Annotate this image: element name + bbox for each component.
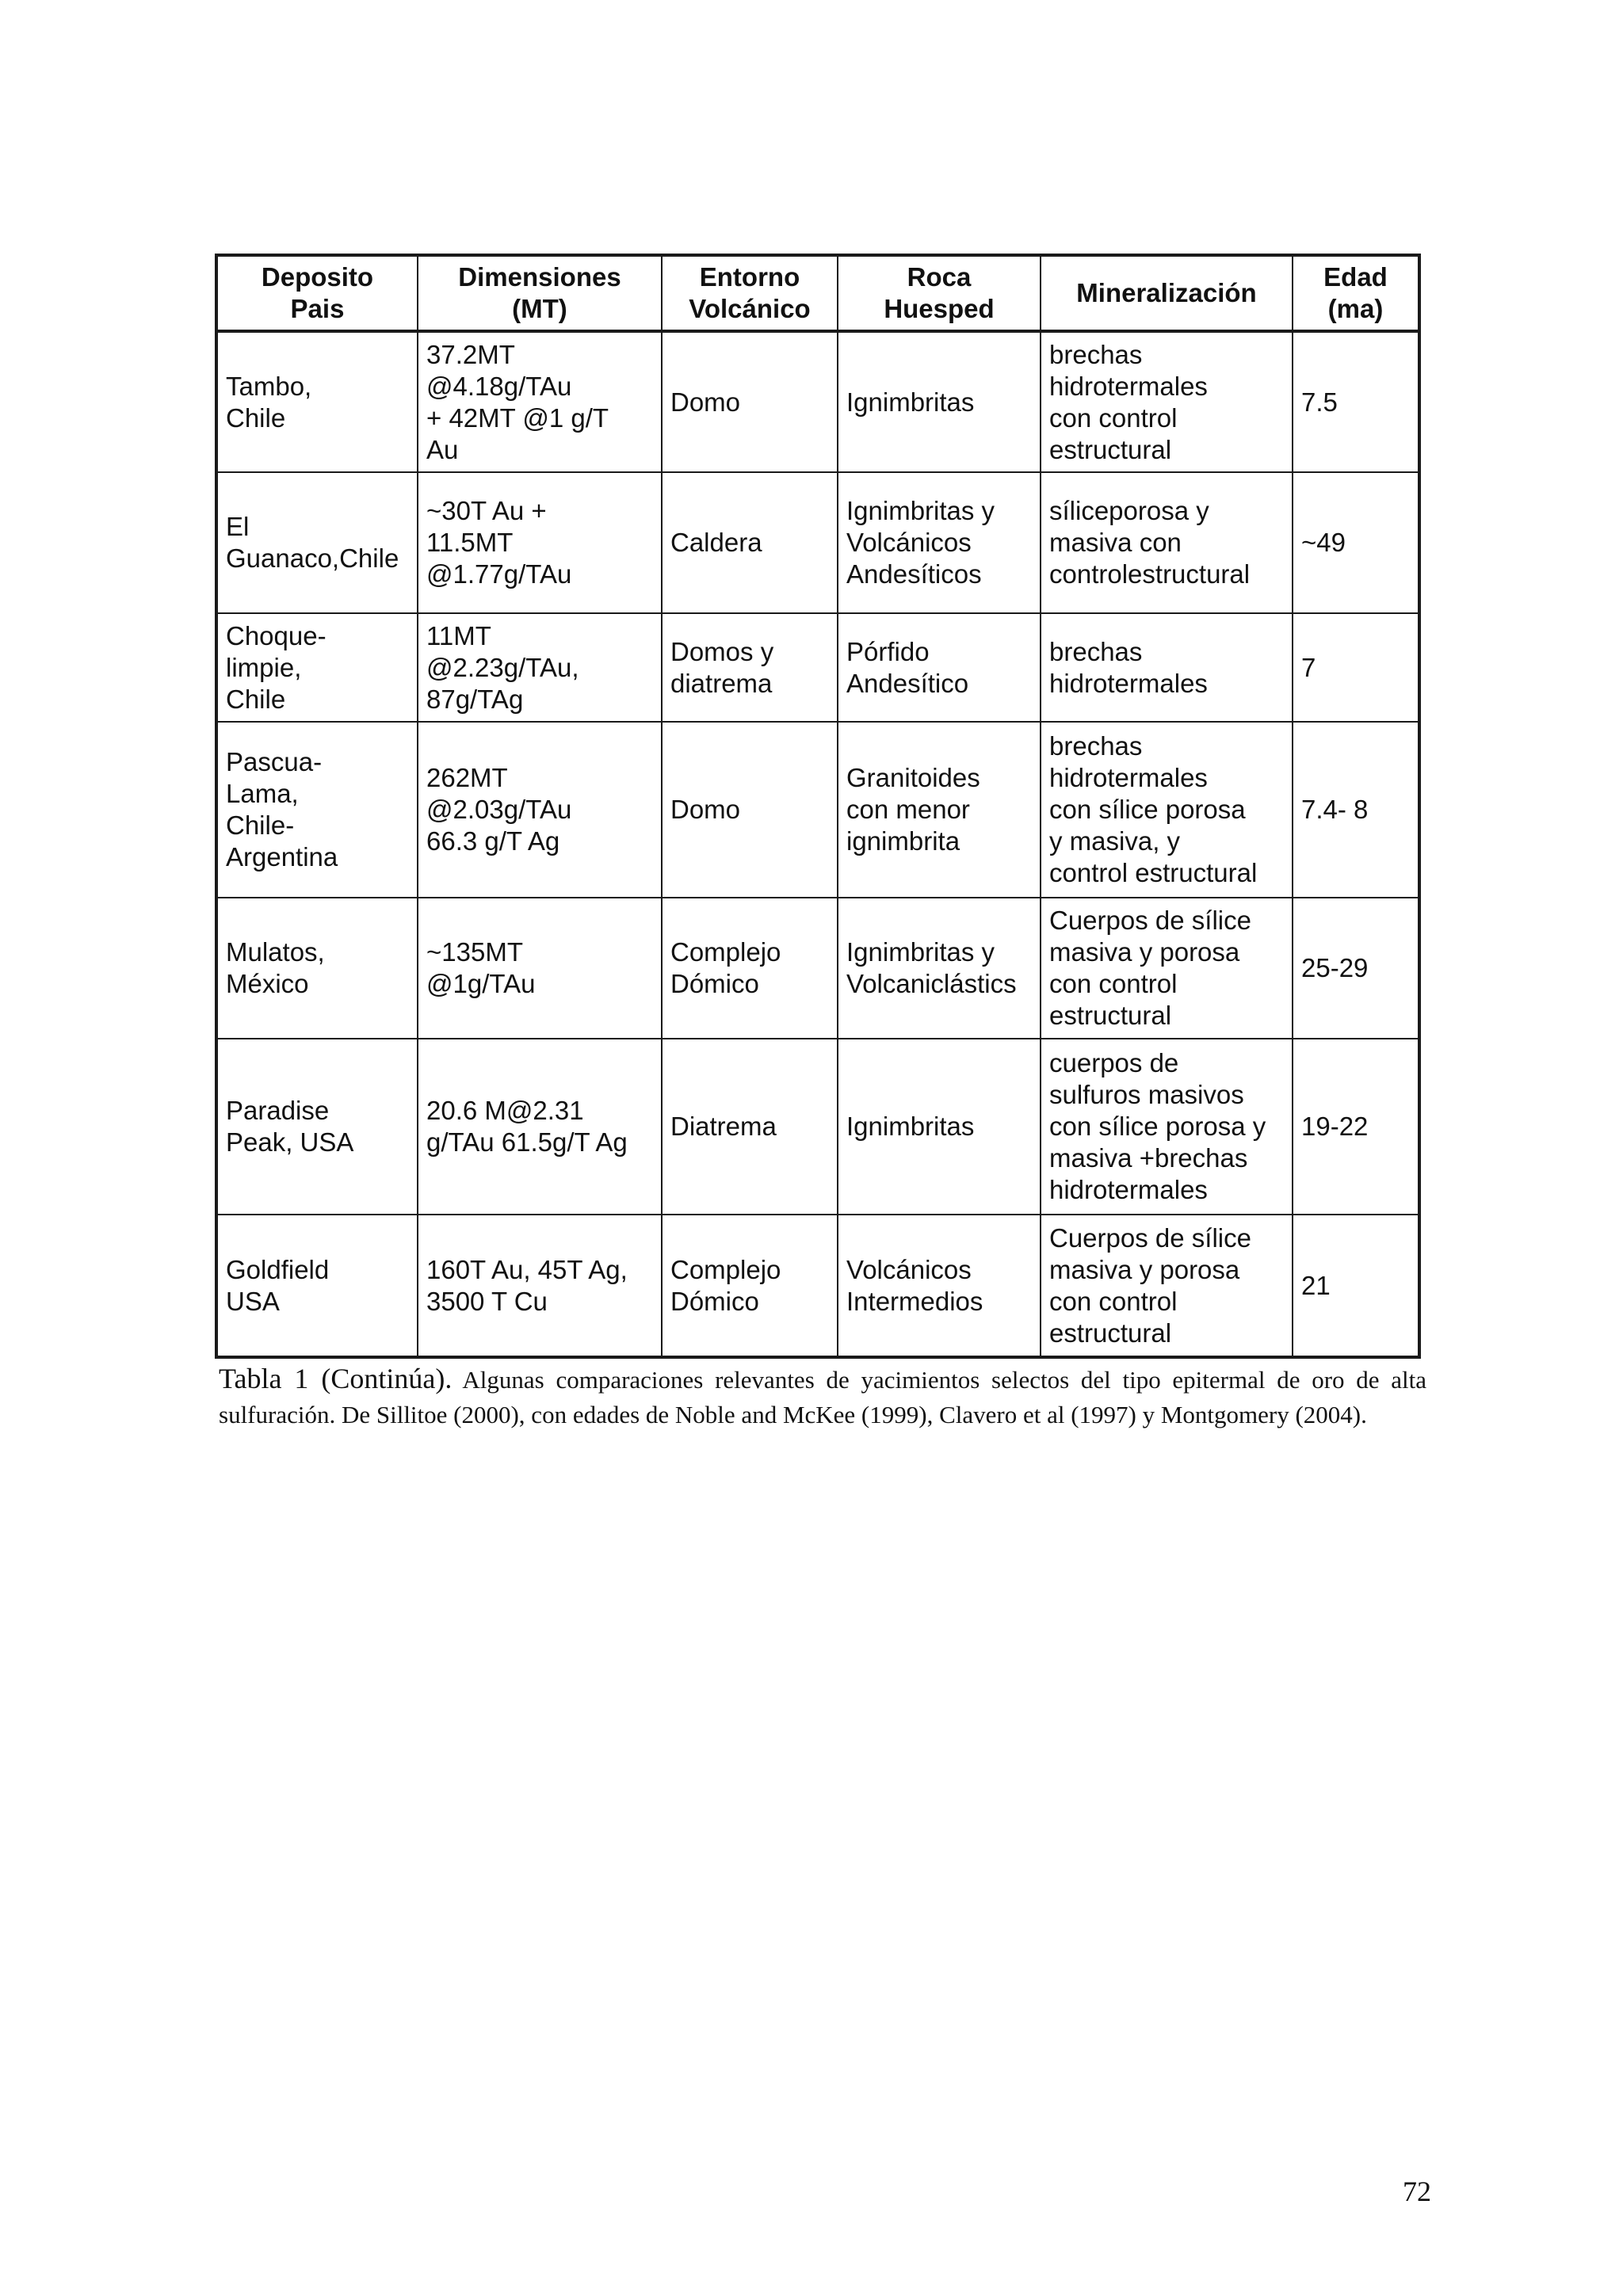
cell-edad: 21 [1293,1215,1419,1357]
cell-mineralizacion: brechas hidrotermales con control estructural [1041,331,1293,472]
cell-roca: Ignimbritas [838,331,1041,472]
deposits-table [215,254,1421,1359]
cell-dimensiones: ~135MT @1g/TAu [418,898,662,1039]
table-caption [219,1361,1426,1432]
table-row [216,613,1419,722]
cell-edad: 7.5 [1293,331,1419,472]
cell-edad: 7 [1293,613,1419,722]
cell-roca: Ignimbritas y Volcaniclástics [838,898,1041,1039]
caption-text: Algunas comparaciones relevantes de yacimientos selectos del tipo epitermal de oro de alta sulfuración. De Sillitoe (2000), con edades de Noble and McKee (1999), Clavero et al (1997) y Montgomery (2004). [219,1366,1426,1428]
cell-mineralizacion: Cuerpos de sílice masiva y porosa con control estructural [1041,1215,1293,1357]
cell-edad: 25-29 [1293,898,1419,1039]
cell-mineralizacion: cuerpos de sulfuros masivos con sílice porosa y masiva +brechas hidrotermales [1041,1039,1293,1215]
table-row [216,472,1419,613]
page-number: 72 [1403,2176,1431,2207]
table-row [216,331,1419,472]
cell-deposito: Tambo, Chile [216,331,418,472]
cell-deposito: Pascua- Lama, Chile- Argentina [216,722,418,898]
cell-deposito: El Guanaco,Chile [216,472,418,613]
cell-deposito: Goldfield USA [216,1215,418,1357]
cell-edad: ~49 [1293,472,1419,613]
header-entorno: Entorno Volcánico [662,255,838,331]
cell-dimensiones: 20.6 M@2.31 g/TAu 61.5g/T Ag [418,1039,662,1215]
cell-roca: Volcánicos Intermedios [838,1215,1041,1357]
header-mineralizacion: Mineralización [1041,255,1293,331]
cell-entorno: Diatrema [662,1039,838,1215]
cell-roca: Ignimbritas [838,1039,1041,1215]
table-row [216,1215,1419,1357]
cell-roca: Pórfido Andesítico [838,613,1041,722]
cell-entorno: Domo [662,722,838,898]
cell-deposito: Choque- limpie, Chile [216,613,418,722]
table-row [216,1039,1419,1215]
cell-entorno: Domos y diatrema [662,613,838,722]
cell-roca: Ignimbritas y Volcánicos Andesíticos [838,472,1041,613]
cell-entorno: Complejo Dómico [662,1215,838,1357]
header-deposito: Deposito Pais [216,255,418,331]
cell-entorno: Caldera [662,472,838,613]
cell-mineralizacion: brechas hidrotermales [1041,613,1293,722]
cell-dimensiones: 37.2MT @4.18g/TAu + 42MT @1 g/T Au [418,331,662,472]
cell-dimensiones: ~30T Au + 11.5MT @1.77g/TAu [418,472,662,613]
cell-dimensiones: 11MT @2.23g/TAu, 87g/TAg [418,613,662,722]
cell-edad: 7.4- 8 [1293,722,1419,898]
cell-dimensiones: 262MT @2.03g/TAu 66.3 g/T Ag [418,722,662,898]
cell-entorno: Domo [662,331,838,472]
header-edad: Edad (ma) [1293,255,1419,331]
cell-entorno: Complejo Dómico [662,898,838,1039]
cell-deposito: Mulatos, México [216,898,418,1039]
cell-mineralizacion: síliceporosa y masiva con controlestructural [1041,472,1293,613]
cell-edad: 19-22 [1293,1039,1419,1215]
header-dimensiones: Dimensiones (MT) [418,255,662,331]
caption-label: Tabla 1 (Continúa). [219,1363,453,1394]
cell-mineralizacion: Cuerpos de sílice masiva y porosa con control estructural [1041,898,1293,1039]
cell-roca: Granitoides con menor ignimbrita [838,722,1041,898]
table-header-row [216,255,1419,331]
cell-deposito: Paradise Peak, USA [216,1039,418,1215]
cell-mineralizacion: brechas hidrotermales con sílice porosa y masiva, y control estructural [1041,722,1293,898]
table-row [216,898,1419,1039]
table-row [216,722,1419,898]
cell-dimensiones: 160T Au, 45T Ag, 3500 T Cu [418,1215,662,1357]
header-roca: Roca Huesped [838,255,1041,331]
